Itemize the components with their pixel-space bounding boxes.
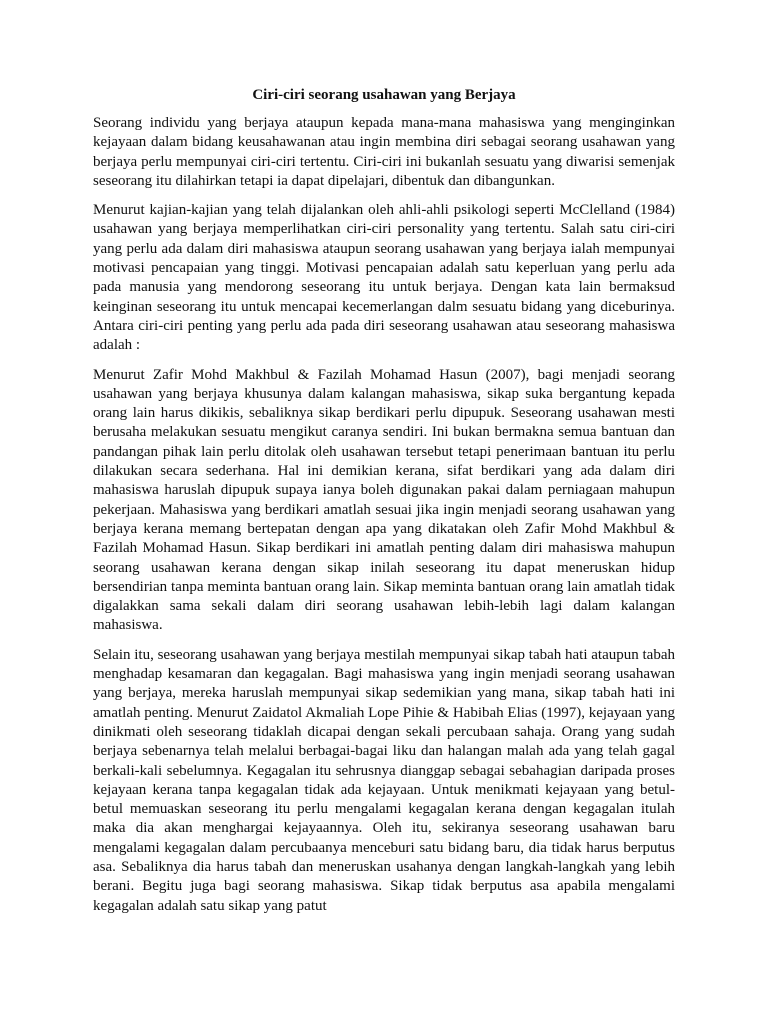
paragraph-intro: Seorang individu yang berjaya ataupun kepada mana-mana mahasiswa yang menginginkan kejayaan dalam bidang keusahawanan atau ingin membina diri sebagai seorang usahawan yang berjaya perlu mempunyai ciri-ciri tertentu. Ciri-ciri ini bukanlah sesuatu yang diwarisi semenjak seseorang itu dilahirkan tetapi ia dapat dipelajari, dibentuk dan dibangunkan. [93, 115, 675, 189]
document-title: Ciri-ciri seorang usahawan yang Berjaya [252, 87, 516, 103]
paragraph-tabah-hati: Selain itu, seseorang usahawan yang berjaya mestilah mempunyai sikap tabah hati ataupun tabah menghadap kesamaran dan kegagalan. Bagi mahasiswa yang ingin menjadi seorang usahawan yang berjaya, mereka haruslah mempunyai sikap sedemikian yang mana, sikap tabah hati ini amatlah penting. Menurut Zaidatol Akmaliah Lope Pihie & Habibah Elias (1997), kejayaan yang dinikmati oleh seseorang tidaklah dicapai dengan sekali percubaan sahaja. Orang yang sudah berjaya sebenarnya telah melalui berbagai-bagai liku dan halangan malah ada yang telah gagal berkali-kali sebelumnya. Kegagalan itu sehrusnya dianggap sebagai sebahagian daripada proses kejayaan kerana tanpa kegagalan tidak ada kejayaan. Untuk menikmati kejayaan yang betul-betul memuaskan seseorang itu perlu mengalami kegagalan kerana dengan kegagalan itulah maka dia akan menghargai kejayaannya. Oleh itu, sekiranya seseorang usahawan baru mengalami kegagalan dalam percubaanya menceburi satu bidang baru, dia tidak harus berputus asa. Sebaliknya dia harus tabah dan meneruskan usahanya dengan langkah-langkah yang lebih berani. Begitu juga bagi seorang mahasiswa. Sikap tidak berputus asa apabila mengalami kegagalan adalah satu sikap yang patut [93, 646, 675, 914]
paragraph-berdikari: Menurut Zafir Mohd Makhbul & Fazilah Mohamad Hasun (2007), bagi menjadi seorang usahawan yang berjaya khusunya dalam kalangan mahasiswa, sikap suka bergantung kepada orang lain harus dikikis, sebaliknya sikap berdikari perlu dipupuk. Seseorang usahawan mesti berusaha melakukan sesuatu mengikut caranya sendiri. Ini bukan bermakna semua bantuan dan pandangan pihak lain perlu ditolak oleh usahawan tersebut tetapi penerimaan bantuan itu perlu dilakukan secara sederhana. Hal ini demikian kerana, sifat berdikari yang ada dalam diri mahasiswa haruslah dipupuk supaya ianya boleh digunakan pakai dalam perniagaan mahupun pekerjaan. Mahasiswa yang berdikari amatlah sesuai jika ingin menjadi seorang usahawan yang berjaya kerana memang bertepatan dengan apa yang dikatakan oleh Zafir Mohd Makhbul & Fazilah Mohamad Hasun. Sikap berdikari ini amatlah penting dalam diri mahasiswa mahupun seorang usahawan kerana dengan sikap inilah seseorang itu dapat meneruskan hidup bersendirian tanpa meminta bantuan orang lain. Sikap meminta bantuan orang lain amatlah tidak digalakkan sama sekali dalam diri seorang usahawan lebih-lebih lagi dalam kalangan mahasiswa. [93, 366, 675, 634]
document-body [93, 86, 675, 926]
paragraph-mcclelland: Menurut kajian-kajian yang telah dijalankan oleh ahli-ahli psikologi seperti McClelland (1984) usahawan yang berjaya memperlihatkan ciri-ciri personality yang tertentu. Salah satu ciri-ciri yang perlu ada dalam diri mahasiswa ataupun seorang usahawan yang berjaya ialah mempunyai motivasi pencapaian yang tinggi. Motivasi pencapaian adalah satu keperluan yang perlu ada pada manusia yang mendorong seseorang itu untuk berjaya. Dengan kata lain bermaksud keinginan seseorang itu untuk mencapai kecemerlangan dalm sesuatu bidang yang diceburinya. Antara ciri-ciri penting yang perlu ada pada diri seseorang usahawan atau seseorang mahasiswa adalah : [93, 202, 675, 354]
